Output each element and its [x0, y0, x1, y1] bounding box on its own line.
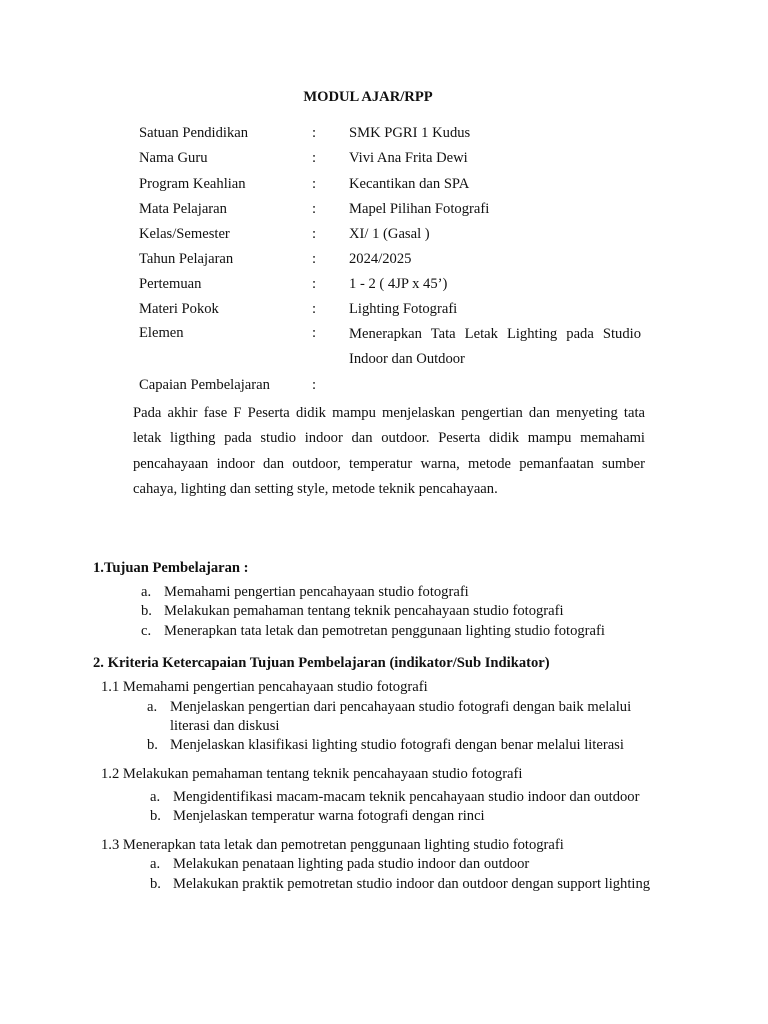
list-item-text: Menjelaskan pengertian dari pencahayaan studio fotografi dengan baik melalui literasi dan diskusi: [170, 699, 632, 734]
list-item-letter: a.: [147, 699, 158, 715]
info-colon: :: [312, 176, 317, 192]
info-value: Menerapkan Tata Letak Lighting pada Studio Indoor dan Outdoor: [349, 326, 641, 367]
list-item: [150, 875, 670, 915]
list-item-text: Melakukan penataan lighting pada studio indoor dan outdoor: [173, 856, 530, 872]
info-label: Tahun Pelajaran: [139, 251, 234, 267]
info-colon: :: [312, 125, 317, 141]
subsection-title: 1.1 Memahami pengertian pencahayaan studio fotografi: [101, 679, 428, 695]
info-row-elemen: [0, 322, 768, 372]
info-value: Mapel Pilihan Fotografi: [349, 201, 490, 217]
info-row-materi-pokok: [0, 298, 768, 320]
info-label: Satuan Pendidikan: [139, 125, 249, 141]
info-value: 1 - 2 ( 4JP x 45’): [349, 276, 448, 292]
list-item: [141, 583, 661, 602]
info-colon: :: [312, 226, 317, 242]
info-row-tahun-pelajaran: [0, 248, 768, 270]
list-item-text: Memahami pengertian pencahayaan studio fotografi: [164, 584, 469, 600]
info-row-nama-guru: [0, 147, 768, 169]
capaian-label: Capaian Pembelajaran: [139, 377, 270, 393]
list-item: [150, 788, 670, 807]
info-label: Mata Pelajaran: [139, 201, 227, 217]
info-label: Nama Guru: [139, 150, 208, 166]
info-row-mata-pelajaran: [0, 198, 768, 220]
info-value: Lighting Fotografi: [349, 301, 458, 317]
list-item-text: Menjelaskan klasifikasi lighting studio fotografi dengan benar melalui literasi: [170, 737, 624, 753]
info-row-program-keahlian: [0, 173, 768, 195]
info-label: Elemen: [139, 325, 184, 341]
info-value: Kecantikan dan SPA: [349, 176, 470, 192]
list-item-letter: b.: [150, 808, 161, 824]
info-colon: :: [312, 201, 317, 217]
kriteria-heading: 2. Kriteria Ketercapaian Tujuan Pembelajaran (indikator/Sub Indikator): [93, 655, 550, 671]
list-item-text: Melakukan pemahaman tentang teknik pencahayaan studio fotografi: [164, 603, 564, 619]
info-row-pertemuan: [0, 273, 768, 295]
list-item-text: Melakukan praktik pemotretan studio indoor dan outdoor dengan support lighting: [173, 876, 651, 892]
list-item: [147, 698, 667, 736]
info-colon: :: [312, 251, 317, 267]
info-colon: :: [312, 150, 317, 166]
list-item-letter: b.: [150, 876, 161, 892]
info-label: Program Keahlian: [139, 176, 246, 192]
subsection-title: 1.2 Melakukan pemahaman tentang teknik pencahayaan studio fotografi: [101, 766, 523, 782]
tujuan-heading: 1.Tujuan Pembelajaran :: [93, 560, 249, 576]
document-title: MODUL AJAR/RPP: [303, 89, 433, 105]
capaian-colon: :: [312, 377, 317, 393]
list-item-letter: c.: [141, 623, 152, 639]
list-item-text: Mengidentifikasi macam-macam teknik pencahayaan studio indoor dan outdoor: [173, 789, 640, 805]
info-row-kelas-semester: [0, 223, 768, 245]
list-item-text: Menjelaskan temperatur warna fotografi dengan rinci: [173, 808, 485, 824]
info-value: 2024/2025: [349, 251, 412, 267]
capaian-row: [0, 374, 768, 396]
capaian-paragraph: Pada akhir fase F Peserta didik mampu menjelaskan pengertian dan menyeting tata letak ligthing pada studio indoor dan outdoor. Peserta didik mampu memahami pencahayaan indoor dan outdoor, temperatur warna, metode pemanfaatan sumber cahaya, lighting dan setting style, metode teknik pencahayaan.: [133, 405, 645, 497]
info-colon: :: [312, 276, 317, 292]
info-colon: :: [312, 325, 317, 341]
info-label: Kelas/Semester: [139, 226, 230, 242]
list-item-letter: a.: [150, 856, 161, 872]
info-label: Materi Pokok: [139, 301, 219, 317]
info-colon: :: [312, 301, 317, 317]
list-item-letter: a.: [141, 584, 152, 600]
list-item-letter: b.: [147, 737, 158, 753]
info-value: SMK PGRI 1 Kudus: [349, 125, 471, 141]
list-item: [141, 622, 661, 641]
list-item-letter: b.: [141, 603, 152, 619]
info-row-satuan-pendidikan: [0, 122, 768, 144]
subsection-title: 1.3 Menerapkan tata letak dan pemotretan penggunaan lighting studio fotografi: [101, 837, 564, 853]
list-item: [141, 602, 661, 621]
list-item-letter: a.: [150, 789, 161, 805]
info-value: XI/ 1 (Gasal ): [349, 226, 430, 242]
info-value: Vivi Ana Frita Dewi: [349, 150, 468, 166]
list-item: [150, 855, 670, 874]
list-item-text: Menerapkan tata letak dan pemotretan penggunaan lighting studio fotografi: [164, 623, 605, 639]
list-item: [147, 736, 667, 755]
list-item: [150, 807, 670, 826]
info-label: Pertemuan: [139, 276, 202, 292]
